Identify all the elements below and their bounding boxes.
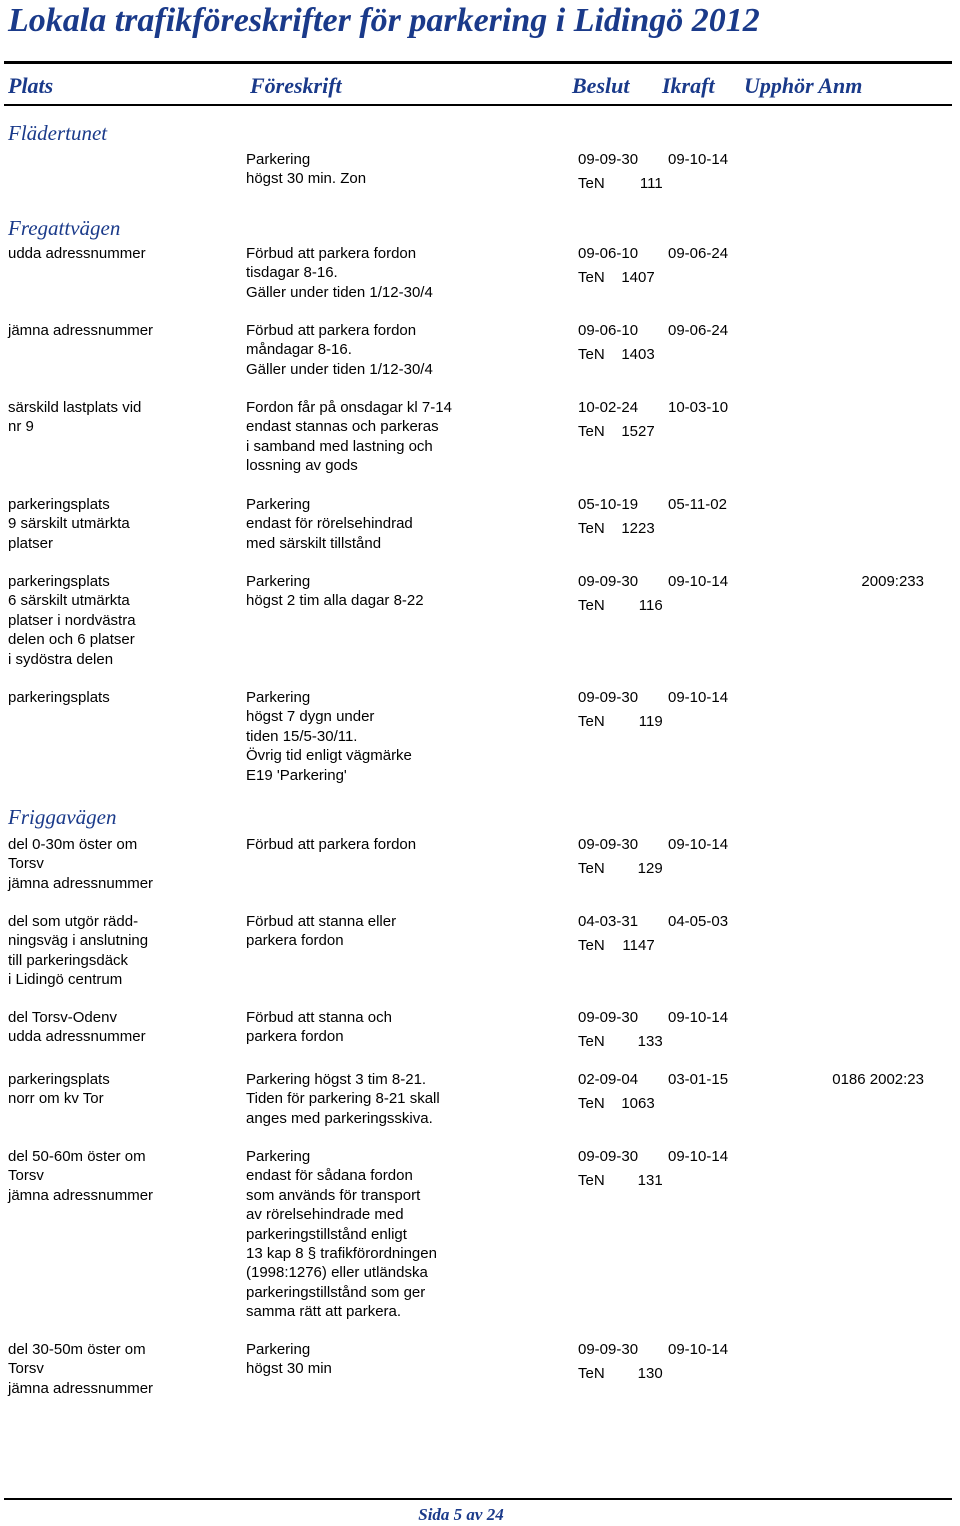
column-header-foreskrift: Föreskrift [250, 73, 342, 98]
ten-label: TeN [578, 423, 605, 440]
ten-label: TeN [578, 713, 605, 730]
row-beslut-date: 10-02-24 [578, 399, 639, 416]
ten-number: 111 [639, 175, 663, 192]
row-foreskrift: Parkering endast för sådana fordon som används för transport av rörelsehindrade med parkeringstillstånd enligt 13 kap 8 § trafikförordningen (1998:1276) eller utländska parkeringstillstånd som ger samma rätt att parkera. [246, 1148, 437, 1321]
ten-number: 1223 [621, 520, 655, 537]
row-ikraft-date: 09-10-14 [668, 151, 729, 168]
row-foreskrift: Parkering högst 30 min [246, 1341, 332, 1378]
row-ikraft-date: 03-01-15 [668, 1071, 729, 1088]
ten-label: TeN [578, 597, 605, 614]
row-plats: parkeringsplats [8, 689, 110, 706]
row-plats: parkeringsplats 6 särskilt utmärkta platser i nordvästra delen och 6 platser i sydöstra delen [8, 573, 136, 668]
column-header-plats: Plats [8, 73, 54, 98]
row-plats: del Torsv-Odenv udda adressnummer [8, 1009, 146, 1046]
ten-label: TeN [578, 1095, 605, 1112]
row-plats: del 30-50m öster om Torsv jämna adressnummer [8, 1341, 154, 1397]
row-beslut-date: 09-09-30 [578, 151, 639, 168]
ten-label: TeN [578, 269, 605, 286]
ten-label: TeN [578, 346, 605, 363]
row-beslut-date: 09-09-30 [578, 1009, 639, 1026]
ten-label: TeN [578, 937, 605, 954]
row-ten-reference [578, 1171, 663, 1190]
row-beslut-date: 02-09-04 [578, 1071, 639, 1088]
ten-number: 1063 [621, 1095, 655, 1112]
ten-number: 131 [637, 1172, 663, 1189]
row-foreskrift: Fordon får på onsdagar kl 7-14 endast stannas och parkeras i samband med lastning och lossning av gods [246, 399, 452, 475]
ten-number: 1407 [621, 269, 655, 286]
row-ten-reference [578, 345, 655, 364]
row-plats: del 0-30m öster om Torsv jämna adressnummer [8, 836, 154, 892]
column-header-upphor-anm: Upphör Anm [744, 73, 863, 98]
row-foreskrift: Förbud att stanna eller parkera fordon [246, 913, 397, 950]
ten-number: 129 [637, 860, 663, 877]
row-beslut-date: 05-10-19 [578, 496, 639, 513]
header-rule-top [4, 61, 952, 64]
ten-number: 119 [638, 713, 663, 730]
row-plats: parkeringsplats norr om kv Tor [8, 1071, 110, 1108]
row-ikraft-date: 04-05-03 [668, 913, 729, 930]
ten-label: TeN [578, 175, 605, 192]
row-ten-reference [578, 936, 655, 955]
street-heading: Friggavägen [8, 805, 117, 829]
row-foreskrift: Förbud att stanna och parkera fordon [246, 1009, 392, 1046]
row-ikraft-date: 09-06-24 [668, 245, 729, 262]
row-ten-reference [578, 519, 655, 538]
row-plats: jämna adressnummer [8, 322, 154, 339]
row-ten-reference [578, 1032, 663, 1051]
row-beslut-date: 09-06-10 [578, 245, 639, 262]
row-beslut-date: 04-03-31 [578, 913, 639, 930]
row-ten-reference [578, 268, 655, 287]
row-ikraft-date: 05-11-02 [668, 496, 727, 513]
row-foreskrift: Förbud att parkera fordon måndagar 8-16. Gäller under tiden 1/12-30/4 [246, 322, 433, 378]
ten-number: 133 [637, 1033, 663, 1050]
row-ten-reference [578, 1364, 663, 1383]
street-heading: Fregattvägen [8, 216, 121, 240]
header-rule-bottom [4, 104, 952, 106]
ten-number: 1527 [621, 423, 655, 440]
ten-label: TeN [578, 1365, 605, 1382]
row-beslut-date: 09-09-30 [578, 1148, 639, 1165]
row-beslut-date: 09-09-30 [578, 1341, 639, 1358]
document-title: Lokala trafikföreskrifter för parkering i Lidingö 2012 [8, 2, 760, 39]
row-anm: 0186 2002:23 [832, 1071, 924, 1088]
page-number: Sida 5 av 24 [418, 1505, 504, 1524]
row-ikraft-date: 09-06-24 [668, 322, 729, 339]
row-ikraft-date: 09-10-14 [668, 1148, 729, 1165]
row-foreskrift: Parkering högst 3 tim 8-21. Tiden för parkering 8-21 skall anges med parkeringsskiva. [246, 1071, 440, 1127]
row-beslut-date: 09-09-30 [578, 689, 639, 706]
row-plats: udda adressnummer [8, 245, 146, 262]
row-beslut-date: 09-09-30 [578, 836, 639, 853]
row-plats: del 50-60m öster om Torsv jämna adressnummer [8, 1148, 154, 1204]
row-foreskrift: Parkering endast för rörelsehindrad med särskilt tillstånd [246, 496, 413, 552]
row-beslut-date: 09-09-30 [578, 573, 639, 590]
column-header-ikraft: Ikraft [662, 73, 715, 98]
street-heading: Flädertunet [8, 121, 108, 145]
row-ten-reference [578, 596, 663, 615]
row-ten-reference [578, 422, 655, 441]
row-ikraft-date: 09-10-14 [668, 1009, 729, 1026]
column-header-beslut: Beslut [572, 73, 630, 98]
row-ikraft-date: 10-03-10 [668, 399, 729, 416]
row-ten-reference [578, 174, 663, 193]
row-foreskrift: Parkering högst 7 dygn under tiden 15/5-30/11. Övrig tid enligt vägmärke E19 'Parkering' [246, 689, 412, 784]
ten-number: 130 [637, 1365, 663, 1382]
footer-rule [4, 1498, 952, 1500]
ten-number: 1147 [622, 937, 655, 954]
row-ikraft-date: 09-10-14 [668, 1341, 729, 1358]
ten-label: TeN [578, 860, 605, 877]
row-ten-reference [578, 859, 663, 878]
row-beslut-date: 09-06-10 [578, 322, 639, 339]
row-ten-reference [578, 712, 663, 731]
row-foreskrift: Parkering högst 2 tim alla dagar 8-22 [246, 573, 424, 610]
row-ikraft-date: 09-10-14 [668, 573, 729, 590]
row-plats: särskild lastplats vid nr 9 [8, 399, 142, 436]
row-foreskrift: Förbud att parkera fordon tisdagar 8-16. Gäller under tiden 1/12-30/4 [246, 245, 433, 301]
row-plats: parkeringsplats 9 särskilt utmärkta platser [8, 496, 130, 552]
ten-label: TeN [578, 1033, 605, 1050]
ten-label: TeN [578, 520, 605, 537]
row-anm: 2009:233 [861, 573, 924, 590]
row-foreskrift: Förbud att parkera fordon [246, 836, 417, 853]
ten-label: TeN [578, 1172, 605, 1189]
row-foreskrift: Parkering högst 30 min. Zon [246, 151, 367, 188]
ten-number: 116 [638, 597, 663, 614]
row-ten-reference [578, 1094, 655, 1113]
ten-number: 1403 [621, 346, 655, 363]
row-ikraft-date: 09-10-14 [668, 836, 729, 853]
row-plats: del som utgör rädd- ningsväg i anslutning till parkeringsdäck i Lidingö centrum [8, 913, 149, 989]
row-ikraft-date: 09-10-14 [668, 689, 729, 706]
